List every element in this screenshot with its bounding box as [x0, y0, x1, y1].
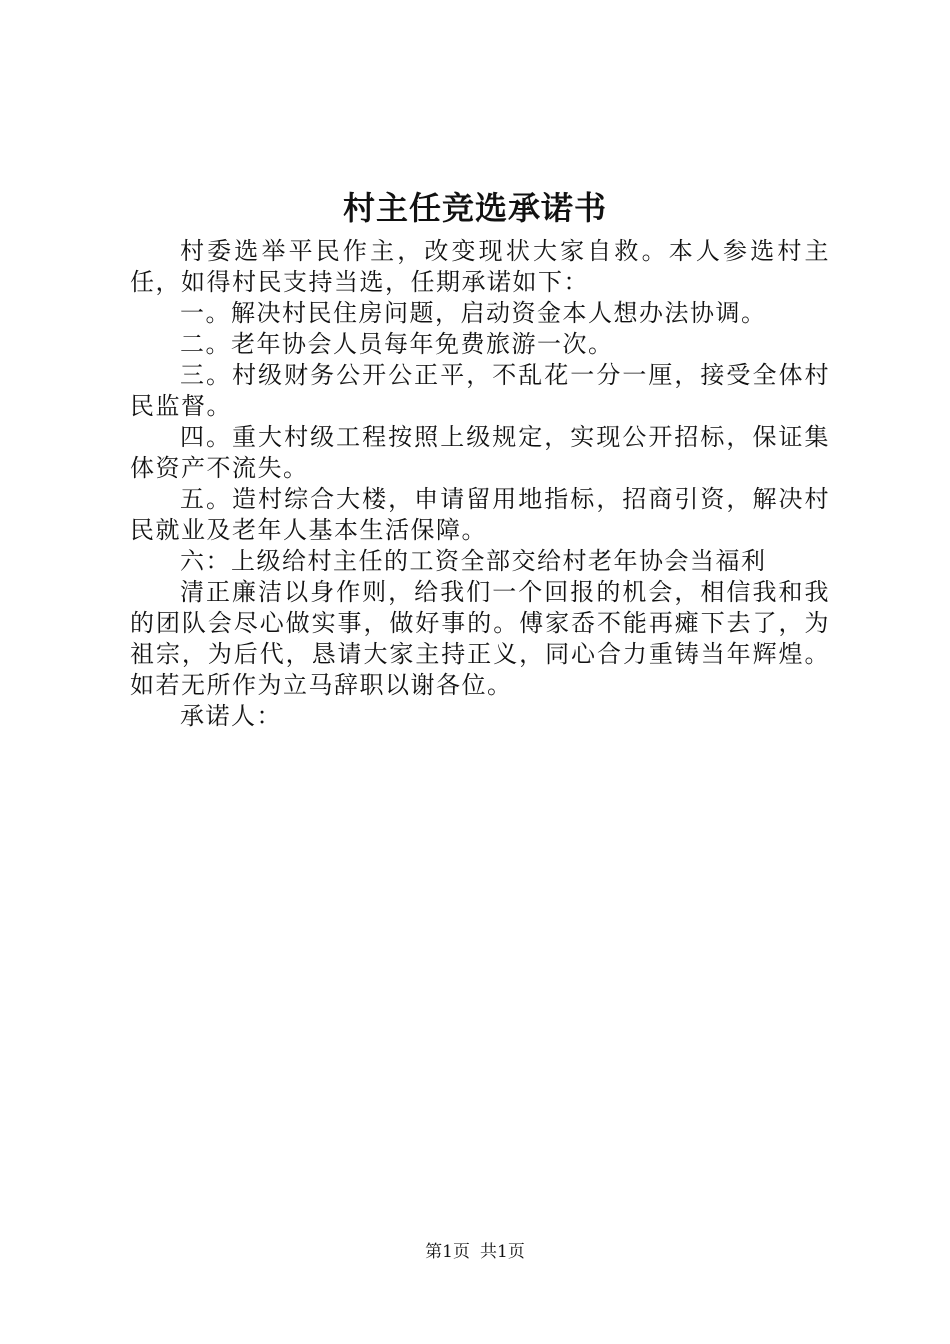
- page-number: 第1页: [425, 1242, 470, 1262]
- paragraph-item-3: 三。村级财务公开公正平，不乱花一分一厘，接受全体村民监督。: [130, 361, 830, 420]
- page-total: 共1页: [480, 1242, 525, 1262]
- paragraph-intro: 村委选举平民作主，改变现状大家自救。本人参选村主任，如得村民支持当选，任期承诺如下：: [130, 237, 830, 296]
- page-footer: [0, 1240, 950, 1264]
- paragraph-item-2: 二。老年协会人员每年免费旅游一次。: [180, 330, 614, 358]
- paragraph-closing: 清正廉洁以身作则，给我们一个回报的机会，相信我和我的团队会尽心做实事，做好事的。傅家岙不能再瘫下去了，为祖宗，为后代，恳请大家主持正义，同心合力重铸当年辉煌。如若无所作为立马辞职以谢各位。: [130, 578, 830, 699]
- paragraph-item-5: 五。造村综合大楼，申请留用地指标，招商引资，解决村民就业及老年人基本生活保障。: [130, 485, 830, 544]
- signature-label: 承诺人：: [180, 702, 282, 730]
- document-title: 村主任竞选承诺书: [342, 189, 607, 227]
- paragraph-item-6: 六：上级给村主任的工资全部交给村老年协会当福利: [180, 547, 767, 575]
- paragraph-item-1: 一。解决村民住房问题，启动资金本人想办法协调。: [180, 299, 767, 327]
- paragraph-item-4: 四。重大村级工程按照上级规定，实现公开招标，保证集体资产不流失。: [130, 423, 830, 482]
- document-body: [130, 236, 830, 732]
